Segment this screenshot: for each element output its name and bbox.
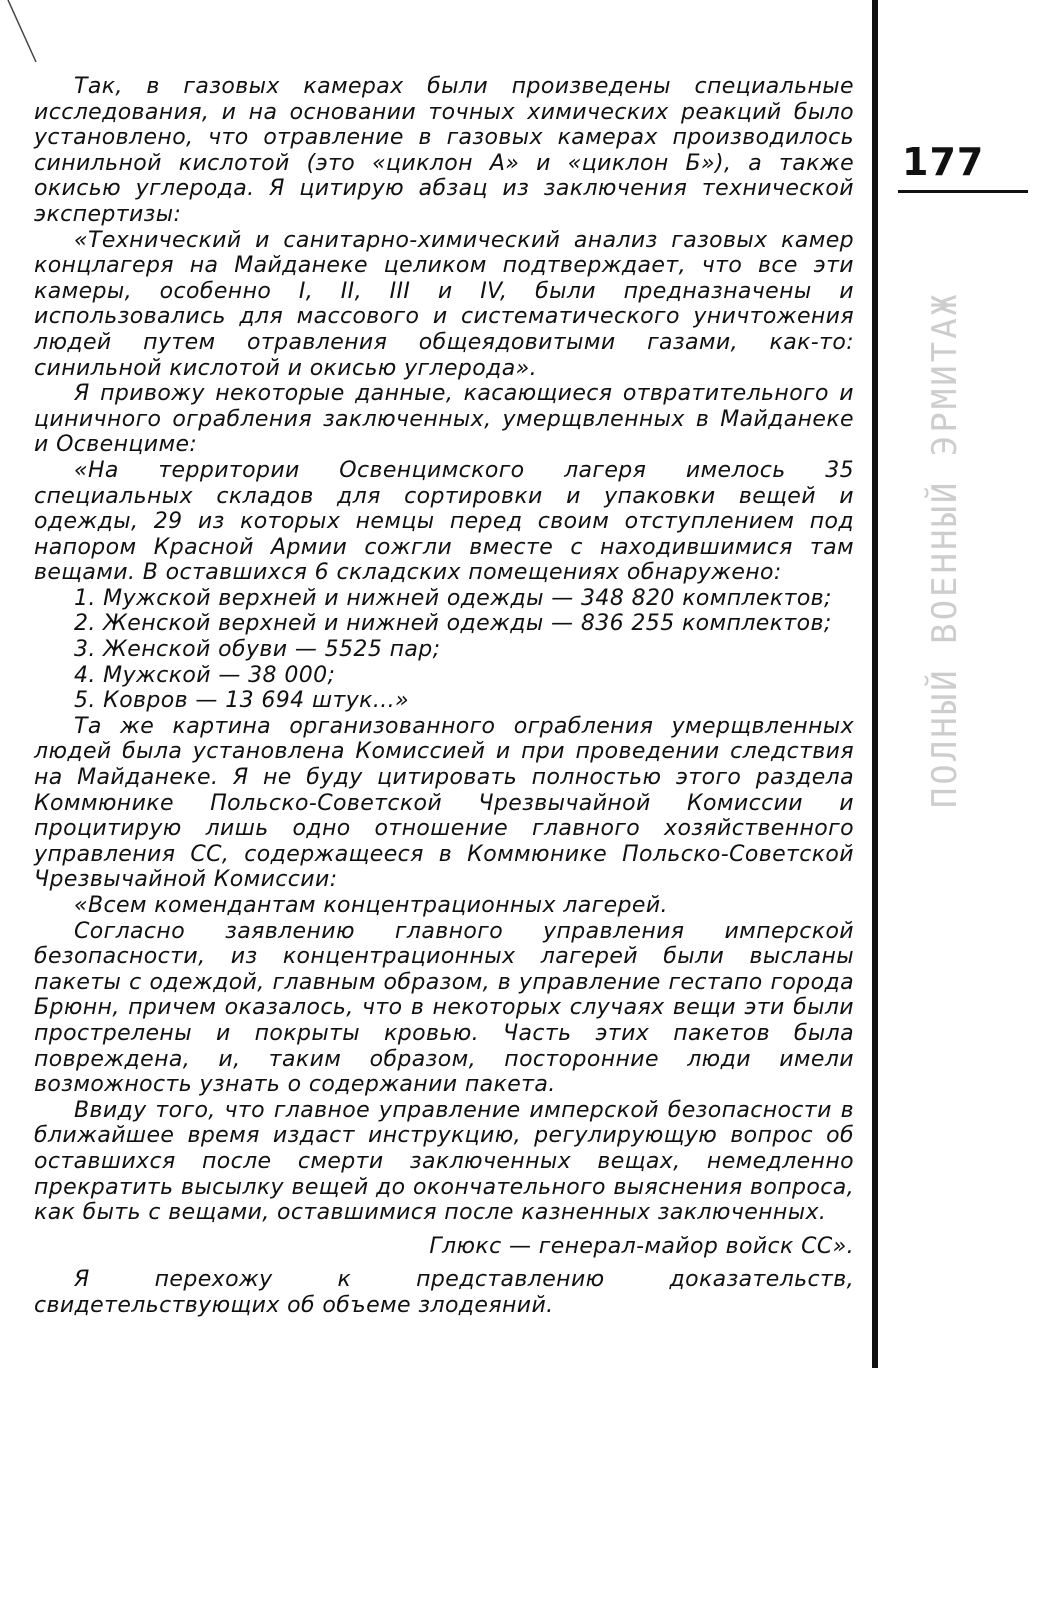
body-text: [34, 74, 854, 1319]
paragraph: Ввиду того, что главное управление имперской безопасности в ближайшее время издаст инструкцию, регулирующую вопрос об оставшихся после смерти заключенных вещах, немедленно прекратить высылку вещей до окончательного выяснения вопроса, как быть с вещами, оставшимися после казненных заключенных.: [34, 1097, 854, 1226]
list-item: 3. Женской обуви — 5525 пар;: [74, 637, 441, 663]
signature: Глюкс — генерал-майор войск СС».: [429, 1233, 854, 1259]
closing-paragraph: Я перехожу к представлению доказательств, свидетельствующих об объеме злодеяний.: [34, 1267, 854, 1318]
paragraph: Так, в газовых камерах были произведены специальные исследования, и на основании точных химических реакций было установлено, что отравление в газовых камерах производилось синильной кислотой (это «циклон А» и «циклон Б»), а также окисью углерода. Я цитирую абзац из заключения технической экспертизы:: [34, 74, 854, 227]
paragraph: «Технический и санитарно-химический анализ газовых камер концлагеря на Майданеке целиком подтверждает, что все эти камеры, особенно I, II, III и IV, были предназначены и использовались для массового и систематического уничтожения людей путем отравления общеядовитыми газами, как-то: синильной кислотой и окисью углерода».: [34, 227, 854, 381]
paragraph: Та же картина организованного ограбления умерщвленных людей была установлена Комиссией и при проведении следствия на Майданеке. Я не буду цитировать полностью этого раздела Коммюнике Польско-Советской Чрезвычайной Комиссии и процитирую лишь одно отношение главного хозяйственного управления СС, содержащееся в Коммюнике Польско-Советской Чрезвычайной Комиссии:: [34, 713, 854, 893]
page-number: 177: [902, 140, 985, 184]
paragraph: «На территории Освенцимского лагеря имелось 35 специальных складов для сортировки и упаковки вещей и одежды, 29 из которых немцы перед своим отступлением под напором Красной Армии сожгли вместе с находившимися там вещами. В оставшихся 6 складских помещениях обнаружено:: [34, 457, 854, 586]
scan-corner-mark: [0, 0, 60, 80]
list-item: 1. Мужской верхней и нижней одежды — 348 820 комплектов;: [74, 585, 832, 611]
paragraph: «Всем комендантам концентрационных лагерей.: [74, 893, 668, 918]
margin-watermark-text: ПОЛНЫЙ ВОЕННЫЙ ЭРМИТАЖ: [925, 291, 965, 809]
page-number-underline: [898, 190, 1028, 193]
list-item: 2. Женской верхней и нижней одежды — 836 255 комплектов;: [74, 611, 832, 637]
paragraph: Согласно заявлению главного управления имперской безопасности, из концентрационных лагерей были высланы пакеты с одеждой, главным образом, в управление гестапо города Брюнн, причем оказалось, что в некоторых случаях вещи эти были прострелены и покрыты кровью. Часть этих пакетов была повреждена, и, таким образом, посторонние люди имели возможность узнать о содержании пакета.: [34, 918, 854, 1098]
list-item: 5. Ковров — 13 694 штук...»: [74, 688, 409, 714]
list-item: 4. Мужской — 38 000;: [74, 662, 336, 688]
vertical-rule: [872, 0, 878, 1368]
margin-watermark: [900, 210, 990, 890]
paragraph: Я привожу некоторые данные, касающиеся отвратительного и циничного ограбления заключенных, умерщвленных в Майданеке и Освенциме:: [34, 381, 854, 458]
